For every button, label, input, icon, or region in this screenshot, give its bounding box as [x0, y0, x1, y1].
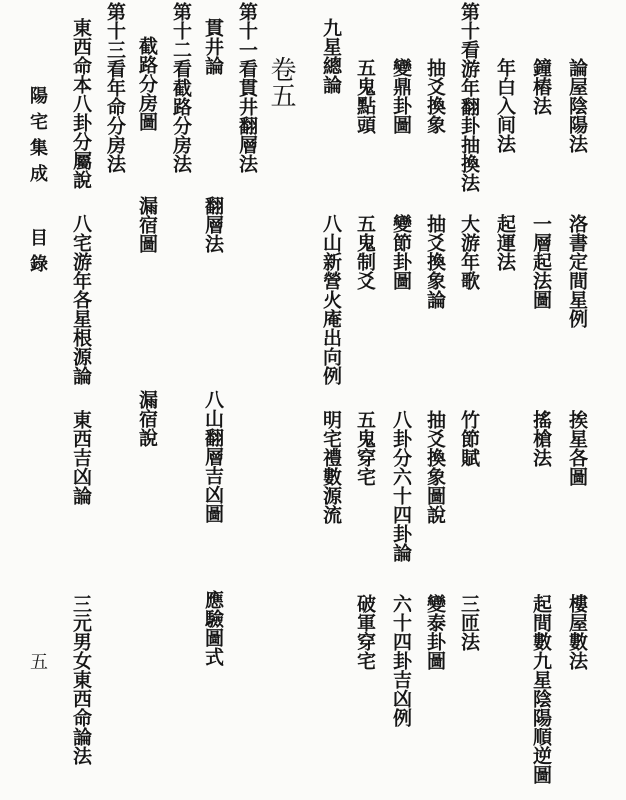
toc-entry: 三匝法	[458, 594, 480, 651]
toc-entry: 樓屋數法	[566, 594, 588, 670]
toc-entry: 抽爻換象論	[424, 214, 446, 309]
volume-heading: 卷五	[266, 56, 296, 108]
toc-entry: 變鼎卦圖	[390, 58, 412, 134]
toc-entry: 漏宿圖	[136, 196, 158, 253]
section-heading: 第十看游年翻卦抽換法	[458, 2, 480, 192]
section-heading: 第十三看年命分房法	[104, 2, 126, 173]
toc-entry: 抽爻換象圖說	[424, 410, 446, 524]
toc-entry: 一層起法圖	[530, 214, 552, 309]
toc-entry: 大游年歌	[458, 214, 480, 290]
toc-entry: 竹節賦	[458, 410, 480, 467]
toc-entry: 九星總論	[320, 18, 342, 94]
toc-entry: 五鬼點頭	[354, 58, 376, 134]
toc-entry: 變節卦圖	[390, 214, 412, 290]
toc-entry: 五鬼穿宅	[354, 410, 376, 486]
toc-entry: 搖槍法	[530, 410, 552, 467]
toc-entry: 六十四卦吉凶例	[390, 594, 412, 727]
toc-entry: 挨星各圖	[566, 410, 588, 486]
section-heading: 第十一看貫井翻層法	[236, 2, 258, 173]
toc-entry: 東西吉凶論	[70, 410, 92, 505]
toc-entry: 變泰卦圖	[424, 594, 446, 670]
toc-entry: 翻層法	[202, 196, 224, 253]
toc-label: 目錄	[27, 228, 48, 280]
page-number: 五	[27, 652, 48, 670]
section-heading: 第十二看截路分房法	[170, 2, 192, 173]
toc-entry: 年白入间法	[494, 58, 516, 153]
toc-entry: 漏宿說	[136, 390, 158, 447]
toc-entry: 論屋陰陽法	[566, 58, 588, 153]
book-title: 陽宅集成	[27, 86, 48, 190]
toc-entry: 三元男女東西命論法	[70, 594, 92, 765]
toc-entry: 截路分房圖	[136, 36, 158, 131]
toc-entry: 破軍穿宅	[354, 594, 376, 670]
toc-entry: 貫井論	[202, 18, 224, 75]
toc-entry: 起運法	[494, 214, 516, 271]
toc-entry: 八山翻層吉凶圖	[202, 390, 224, 523]
toc-entry: 八卦分六十四卦論	[390, 410, 412, 562]
toc-entry: 東西命本八卦分屬說	[70, 18, 92, 189]
toc-entry: 八山新營火庵出向例	[320, 214, 342, 385]
toc-entry: 起間數九星陰陽順逆圖	[530, 594, 552, 784]
toc-entry: 明宅禮數源流	[320, 410, 342, 524]
toc-entry: 洛書定間星例	[566, 214, 588, 328]
toc-entry: 應驗圖式	[202, 590, 224, 666]
toc-entry: 八宅游年各星根源論	[70, 214, 92, 385]
toc-entry: 五鬼制爻	[354, 214, 376, 290]
toc-entry: 鐘樁法	[530, 58, 552, 115]
toc-entry: 抽爻換象	[424, 58, 446, 134]
